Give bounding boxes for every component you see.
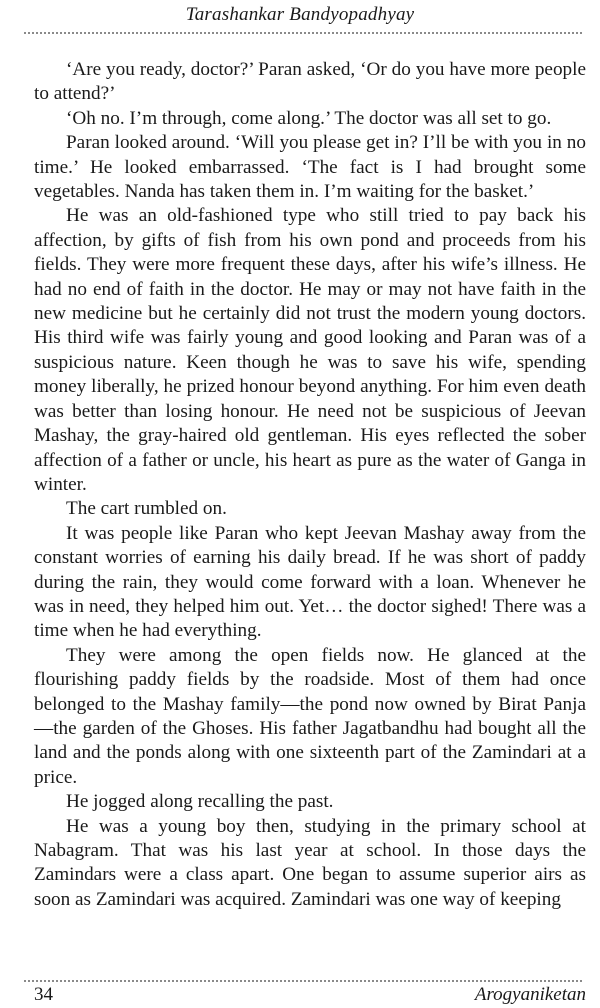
paragraph: ‘Are you ready, doctor?’ Paran asked, ‘Or do you have more people to attend?’ bbox=[34, 59, 586, 105]
paragraph: ‘Oh no. I’m through, come along.’ The doctor was all set to go. bbox=[66, 107, 552, 129]
page-footer bbox=[34, 984, 586, 1008]
running-head: Tarashankar Bandyopadhyay bbox=[185, 4, 415, 25]
paragraph: He was an old-fashioned type who still tried to pay back his affection, by gifts of fish from his own pond and proceeds from his fields. They were more frequent these days, after his wife’s illness. He had no end of faith in the doctor. He may or may not have faith in the new medicine but he certainly did not trust the modern young doctors. His third wife was fairly young and good looking and Paran was of a suspicious nature. Keen though he was to save his wife, spending money liberally, he prized honour beyond anything. For him even death was better than losing honour. He need not be suspicious of Jeevan Mashay, the gray-haired old gentleman. His eyes reflected the sober affection of a father or uncle, his heart as pure as the water of Ganga in winter. bbox=[34, 205, 586, 495]
paragraph: He jogged along recalling the past. bbox=[66, 791, 334, 813]
body-text bbox=[34, 58, 586, 912]
paragraph: He was a young boy then, studying in the primary school at Nabagram. That was his last year at school. In those days the Zamindars were a class apart. One began to assume superior airs as soon as Zamindari was acquired. Zamindari was one way of keeping bbox=[34, 815, 586, 910]
paragraph: It was people like Paran who kept Jeevan Mashay away from the constant worries of earning his daily bread. If he was short of paddy during the rain, they would come forward with a loan. Whenever he was in need, they helped him out. Yet… the doctor sighed! There was a time when he had everything. bbox=[34, 522, 586, 642]
header-rule bbox=[24, 32, 582, 34]
paragraph: Paran looked around. ‘Will you please get in? I’ll be with you in no time.’ He looked embarrassed. ‘The fact is I had brought some vegetables. Nanda has taken them in. I’m waiting for the basket.’ bbox=[34, 132, 586, 203]
paragraph: They were among the open fields now. He glanced at the flourishing paddy fields by the roadside. Most of them had once belonged to the Mashay family—the pond now owned by Birat Panja—the garden of the Ghoses. His father Jagatbandhu had bought all the land and the ponds along with one sixteenth part of the Zamindari at a price. bbox=[34, 644, 586, 788]
paragraph: The cart rumbled on. bbox=[66, 498, 227, 520]
page-number: 34 bbox=[34, 984, 53, 1005]
footer-rule bbox=[24, 980, 582, 982]
book-title: Arogyaniketan bbox=[474, 984, 586, 1005]
